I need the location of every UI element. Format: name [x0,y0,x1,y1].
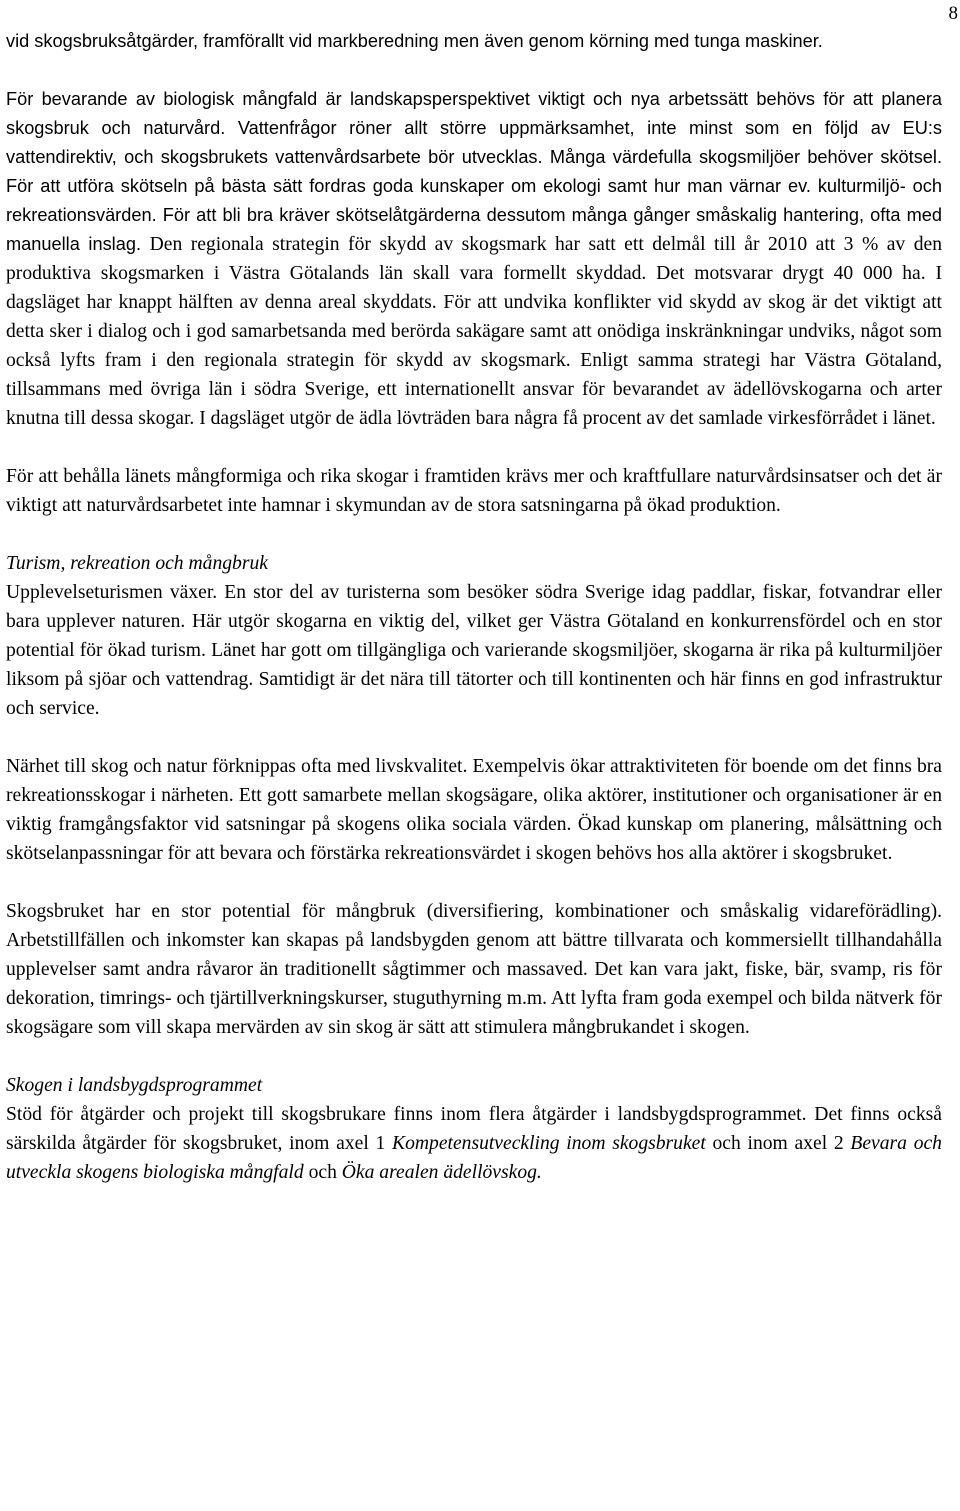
measure-title: Kompetensutveckling inom skogsbruket [392,1133,706,1154]
page-body [6,27,942,1187]
paragraph-continuation [6,27,942,56]
section-heading: Skogen i landsbygdsprogrammet [6,1075,263,1096]
paragraph-tourism-2 [6,752,942,868]
page-number: 8 [948,3,958,24]
paragraph-tourism-1 [6,578,942,723]
paragraph-text: Närhet till skog och natur förknippas ofta med livskvalitet. Exempelvis ökar attraktiviteten för boende om det finns bra rekreationsskogar i närheten. Ett gott samarbete mellan skogsägare, olika aktörer, institutioner och organisationer är en viktig framgångsfaktor vid satsningar på skogens olika sociala värden. Ökad kunskap om planering, målsättning och skötselanpassningar för att bevara och förstärka rekreationsvärdet i skogen behövs hos alla aktörer i skogsbruket. [6,756,942,864]
paragraph-text: och [303,1162,342,1183]
measure-title: Öka arealen ädellövskog. [341,1162,542,1183]
paragraph-text: vid skogsbruksåtgärder, framförallt vid markberedning men även genom körning med tunga maskiner. [6,31,823,51]
paragraph-text: Den regionala strategin för skydd av skogsmark har satt ett delmål till år 2010 att 3 % av den produktiva skogsmarken i Västra Götalands län skall vara formellt skyddad. Det motsvarar drygt 40 000 ha. I dagsläget har knappt hälften av denna areal skyddats. För att undvika konflikter vid skydd av skog är det viktigt att detta sker i dialog och i god samarbetsanda med berörda sakägare samt att onödiga inskränkningar undviks, något som också lyfts fram i den regionala strategin för skydd av skogsmark. Enligt samma strategi har Västra Götaland, tillsammans med övriga län i södra Sverige, ett internationellt ansvar för bevarandet av ädellövskogarna och arter knutna till dessa skogar. I dagsläget utgör de ädla lövträden bara några få procent av det samlade virkesförrådet i länet. [6,234,942,429]
paragraph-text: Skogsbruket har en stor potential för mångbruk (diversifiering, kombinationer och småskalig vidareförädling). Arbetstillfällen och inkomster kan skapas på landsbygden genom att bättre tillvarata och kommersiellt tillhandahålla upplevelser samt andra råvaror än traditionellt sågtimmer och massaved. Det kan vara jakt, fiske, bär, svamp, ris för dekoration, timrings- och tjärtillverkningskurser, stuguthyrning m.m. Att lyfta fram goda exempel och bilda nätverk för skogsägare som vill skapa mervärden av sin skog är sätt att stimulera mångbrukandet i skogen. [6,901,942,1038]
paragraph-tourism-3 [6,897,942,1042]
section-rural-programme [6,1071,942,1187]
section-tourism [6,549,942,1042]
paragraph-text: Upplevelseturismen växer. En stor del av turisterna som besöker södra Sverige idag paddlar, fiskar, fotvandrar eller bara upplever naturen. Här utgör skogarna en viktig del, vilket ger Västra Götaland en konkurrensfördel och en stor potential för ökad turism. Länet har gott om tillgängliga och varierande skogsmiljöer, skogarna är rika på kulturmiljöer liksom på sjöar och vattendrag. Samtidigt är det nära till tätorter och till kontinenten och här finns en god infrastruktur och service. [6,582,942,719]
paragraph-conservation [6,462,942,520]
measure-title: Bevara och utveckla skogens biologiska mångfald [6,1133,942,1183]
paragraph-rural-programme [6,1100,942,1187]
paragraph-text: och inom axel 2 [705,1133,851,1154]
paragraph-text: Stöd för åtgärder och projekt till skogsbrukare finns inom flera åtgärder i landsbygdsprogrammet. Det finns också särskilda åtgärder för skogsbruket, inom axel 1 [6,1104,942,1154]
paragraph-text: För bevarande av biologisk mångfald är landskapsperspektivet viktigt och nya arbetssätt behövs för att planera skogsbruk och naturvård. Vattenfrågor röner allt större uppmärksamhet, inte minst som en följd av EU:s vattendirektiv, och skogsbrukets vattenvårdsarbete bör utvecklas. Många värdefulla skogsmiljöer behöver skötsel. För att utföra skötseln på bästa sätt fordras goda kunskaper om ekologi samt hur man värnar ev. kulturmiljö- och rekreationsvärden. För att bli bra kräver skötselåtgärderna dessutom många gånger småskalig hantering, ofta med manuella inslag. [6,89,942,254]
paragraph-biodiversity [6,85,942,433]
section-heading: Turism, rekreation och mångbruk [6,553,268,574]
paragraph-text: För att behålla länets mångformiga och rika skogar i framtiden krävs mer och kraftfullare naturvårdsinsatser och det är viktigt att naturvårdsarbetet inte hamnar i skymundan av de stora satsningarna på ökad produktion. [6,466,942,516]
